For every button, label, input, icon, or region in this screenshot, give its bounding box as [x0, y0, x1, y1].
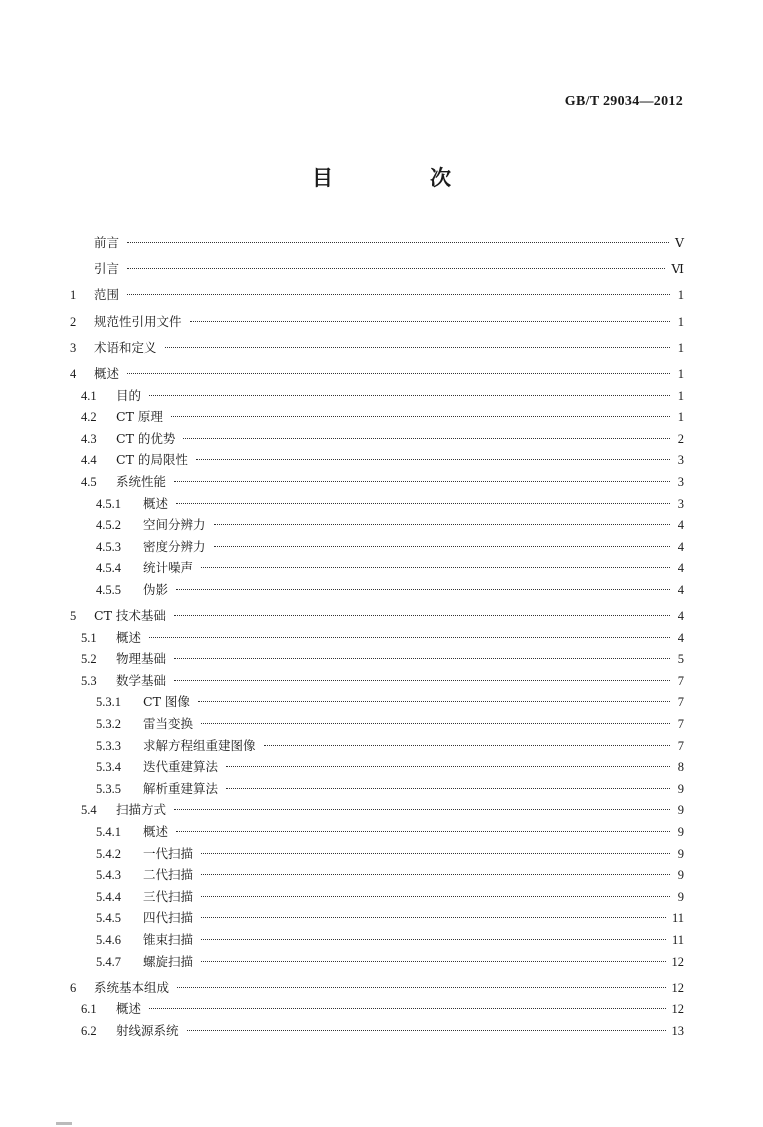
- toc-entry-title: 求解方程组重建图像: [143, 737, 256, 753]
- toc-entry-6-1[interactable]: [70, 998, 684, 1020]
- dot-leader: [201, 723, 670, 724]
- toc-entry-page: 13: [671, 1023, 684, 1038]
- toc-entry-title: 空间分辨力: [143, 517, 206, 533]
- toc-entry-title: 规范性引用文件: [94, 313, 182, 329]
- toc-entry-number: 4.5.2: [96, 518, 121, 533]
- toc-entry-5-3-4[interactable]: [70, 756, 684, 778]
- toc-entry-title: 一代扫描: [143, 845, 194, 861]
- toc-entry-6[interactable]: [70, 977, 684, 999]
- toc-entry-number: 5.3.2: [96, 717, 121, 732]
- dot-leader: [165, 347, 670, 348]
- toc-entry-page: 1: [677, 388, 684, 403]
- toc-entry-4-5-5[interactable]: [70, 579, 684, 601]
- toc-entry-number: 5.3.3: [96, 738, 121, 753]
- dot-leader: [176, 503, 670, 504]
- toc-entry-number: 4.5.3: [96, 539, 121, 554]
- toc-entry-title: 统计噪声: [143, 560, 194, 576]
- toc-entry-title: 目的: [116, 387, 142, 403]
- toc-entry-number: 4.3: [81, 431, 97, 446]
- toc-entry-title: 系统基本组成: [94, 979, 170, 995]
- dot-leader: [127, 242, 669, 243]
- dot-leader: [201, 939, 666, 940]
- toc-entry-page: 9: [677, 846, 684, 861]
- toc-entry-page: Ⅵ: [671, 262, 684, 277]
- toc-entry-number: 5.4.3: [96, 868, 121, 883]
- toc-entry-page: 2: [677, 431, 684, 446]
- toc-entry-number: 6.2: [81, 1023, 97, 1038]
- toc-entry-page: 4: [677, 539, 684, 554]
- toc-entry-page: 9: [677, 889, 684, 904]
- dot-leader: [196, 459, 670, 460]
- toc-entry-4-5-4[interactable]: [70, 557, 684, 579]
- dot-leader: [149, 637, 670, 638]
- toc-entry-title: 术语和定义: [94, 339, 157, 355]
- dot-leader: [201, 567, 670, 568]
- toc-entry-title: 锥束扫描: [143, 931, 194, 947]
- toc-entry-number: 4: [70, 366, 77, 381]
- toc-entry-page: 4: [677, 630, 684, 645]
- dot-leader: [176, 589, 670, 590]
- dot-leader: [226, 766, 670, 767]
- toc-entry-title: 概述: [116, 1001, 142, 1017]
- toc-entry-title: 引言: [94, 261, 120, 277]
- toc-entry-4-1[interactable]: [70, 385, 684, 407]
- toc-entry-title: CT 图像: [143, 694, 190, 710]
- dot-leader: [149, 1008, 665, 1009]
- toc-entry-page: 12: [671, 1002, 684, 1017]
- toc-entry-page: 7: [677, 695, 684, 710]
- toc-entry-page: 8: [677, 760, 684, 775]
- toc-entry-title: 螺旋扫描: [143, 953, 194, 969]
- toc-entry-5-3-3[interactable]: [70, 735, 684, 757]
- toc-entry-page: 5: [677, 652, 684, 667]
- toc-entry-5-4-7[interactable]: [70, 951, 684, 973]
- toc-entry-title: 概述: [143, 495, 169, 511]
- dot-leader: [264, 745, 670, 746]
- toc-entry-page: 7: [677, 738, 684, 753]
- toc-entry-page: 4: [677, 561, 684, 576]
- toc-entry-number: 5.3.1: [96, 695, 121, 710]
- toc-entry-5-3[interactable]: [70, 670, 684, 692]
- dot-leader: [127, 294, 670, 295]
- toc-entry-page: 9: [677, 803, 684, 818]
- toc-entry-4-5[interactable]: [70, 471, 684, 493]
- toc-entry-4[interactable]: [70, 363, 684, 385]
- toc-entry-5-4-2[interactable]: [70, 843, 684, 865]
- dot-leader: [176, 831, 670, 832]
- toc-entry-5-3-5[interactable]: [70, 778, 684, 800]
- toc-entry-title: 解析重建算法: [143, 780, 219, 796]
- toc-entry-title: 扫描方式: [116, 802, 167, 818]
- toc-entry-1[interactable]: [70, 284, 684, 306]
- dot-leader: [174, 481, 670, 482]
- toc-entry-5-3-2[interactable]: [70, 713, 684, 735]
- dot-leader: [201, 917, 666, 918]
- toc-entry-title: 迭代重建算法: [143, 759, 219, 775]
- dot-leader: [149, 395, 670, 396]
- toc-entry-5-2[interactable]: [70, 648, 684, 670]
- toc-entry-number: 4.1: [81, 388, 97, 403]
- dot-leader: [201, 853, 670, 854]
- toc-entry-page: 7: [677, 717, 684, 732]
- toc-entry-number: 3: [70, 340, 77, 355]
- toc-entry-title: 概述: [94, 365, 120, 381]
- toc-entry-preface[interactable]: [70, 232, 684, 254]
- toc-entry-page: 4: [677, 582, 684, 597]
- toc-entry-number: 5.4: [81, 803, 97, 818]
- toc-entry-number: 4.5: [81, 474, 97, 489]
- toc-entry-title: 前言: [94, 235, 120, 250]
- toc-entry-number: 5.4.5: [96, 911, 121, 926]
- toc-entry-number: 4.4: [81, 453, 97, 468]
- toc-entry-5-4-3[interactable]: [70, 864, 684, 886]
- toc-entry-4-5-2[interactable]: [70, 514, 684, 536]
- dot-leader: [174, 809, 670, 810]
- toc-entry-number: 5.3.5: [96, 781, 121, 796]
- dot-leader: [198, 701, 670, 702]
- toc-entry-number: 5.4.7: [96, 954, 121, 969]
- toc-entry-5[interactable]: [70, 605, 684, 627]
- dot-leader: [177, 987, 665, 988]
- toc-title: 目 次: [312, 166, 489, 190]
- toc-entry-number: 4.5.5: [96, 582, 121, 597]
- toc-entry-number: 5: [70, 609, 77, 624]
- toc-entry-number: 5.3.4: [96, 760, 121, 775]
- toc-entry-title: 系统性能: [116, 473, 167, 489]
- page-footer-mark: [56, 1122, 72, 1125]
- toc-entry-title: 物理基础: [116, 651, 167, 667]
- toc-entry-page: 12: [671, 954, 684, 969]
- dot-leader: [174, 658, 670, 659]
- toc-entry-title: CT 原理: [116, 409, 163, 425]
- dot-leader: [226, 788, 670, 789]
- toc-entry-page: 9: [677, 825, 684, 839]
- toc-entry-2[interactable]: [70, 311, 684, 333]
- toc-entry-number: 5.4.1: [96, 825, 121, 839]
- toc-entry-page: 4: [677, 518, 684, 533]
- toc-entry-title: 密度分辨力: [143, 538, 206, 554]
- dot-leader: [214, 524, 670, 525]
- toc-entry-4-5-1[interactable]: [70, 493, 684, 515]
- toc-entry-page: 4: [677, 609, 684, 624]
- dot-leader: [214, 546, 670, 547]
- toc-entry-page: 7: [677, 673, 684, 688]
- dot-leader: [171, 416, 670, 417]
- toc-entry-page: 3: [677, 453, 684, 468]
- toc-entry-5-4-5[interactable]: [70, 907, 684, 929]
- toc-entry-number: 6.1: [81, 1002, 97, 1017]
- toc-entry-number: 4.2: [81, 410, 97, 425]
- dot-leader: [174, 680, 670, 681]
- dot-leader: [201, 961, 665, 962]
- toc-entry-page: 3: [677, 496, 684, 511]
- toc-entry-page: 1: [677, 314, 684, 329]
- toc-entry-title: 概述: [143, 824, 169, 839]
- table-of-contents: [70, 232, 684, 1042]
- dot-leader: [190, 321, 670, 322]
- toc-entry-page: 9: [677, 868, 684, 883]
- standard-number: GB/T 29034—2012: [564, 94, 683, 109]
- toc-entry-number: 5.4.6: [96, 932, 121, 947]
- toc-entry-title: 射线源系统: [116, 1022, 179, 1038]
- toc-entry-number: 5.4.2: [96, 846, 121, 861]
- toc-entry-title: 二代扫描: [143, 867, 194, 883]
- dot-leader: [183, 438, 670, 439]
- toc-entry-number: 6: [70, 980, 77, 995]
- toc-entry-title: 数学基础: [116, 672, 167, 688]
- toc-entry-page: 1: [677, 366, 684, 381]
- toc-entry-page: 11: [671, 932, 684, 947]
- toc-entry-number: 2: [70, 314, 77, 329]
- toc-entry-4-2[interactable]: [70, 406, 684, 428]
- toc-entry-4-5-3[interactable]: [70, 536, 684, 558]
- toc-entry-title: 雷当变换: [143, 716, 194, 732]
- toc-entry-6-2[interactable]: [70, 1020, 684, 1042]
- dot-leader: [201, 874, 670, 875]
- toc-entry-number: 5.1: [81, 630, 97, 645]
- toc-entry-number: 5.4.4: [96, 889, 121, 904]
- toc-entry-page: 9: [677, 781, 684, 796]
- toc-entry-title: 范围: [94, 287, 120, 303]
- toc-entry-5-4-6[interactable]: [70, 929, 684, 951]
- toc-entry-introduction[interactable]: [70, 258, 684, 280]
- toc-entry-number: 5.3: [81, 673, 97, 688]
- toc-entry-5-1[interactable]: [70, 627, 684, 649]
- toc-entry-number: 4.5.4: [96, 561, 121, 576]
- toc-entry-page: 1: [677, 340, 684, 355]
- dot-leader: [127, 268, 665, 269]
- toc-entry-page: 1: [677, 410, 684, 425]
- toc-entry-number: 4.5.1: [96, 496, 121, 511]
- toc-entry-5-4-1[interactable]: [70, 821, 684, 843]
- toc-entry-5-4-4[interactable]: [70, 886, 684, 908]
- dot-leader: [127, 373, 670, 374]
- toc-entry-number: 1: [70, 288, 77, 303]
- toc-entry-page: 12: [671, 980, 684, 995]
- dot-leader: [174, 615, 670, 616]
- toc-entry-title: CT 的局限性: [116, 452, 188, 468]
- toc-entry-page: 1: [677, 288, 684, 303]
- toc-entry-title: 四代扫描: [143, 910, 194, 926]
- toc-entry-title: 概述: [116, 629, 142, 645]
- dot-leader: [187, 1030, 666, 1031]
- toc-entry-5-3-1[interactable]: [70, 691, 684, 713]
- toc-entry-5-4[interactable]: [70, 799, 684, 821]
- toc-entry-title: 三代扫描: [143, 888, 194, 904]
- toc-entry-page: 3: [677, 474, 684, 489]
- toc-entry-4-3[interactable]: [70, 428, 684, 450]
- toc-entry-title: CT 技术基础: [94, 608, 166, 624]
- toc-entry-title: 伪影: [143, 581, 169, 597]
- dot-leader: [201, 896, 670, 897]
- toc-entry-number: 5.2: [81, 652, 97, 667]
- toc-entry-page: 11: [671, 911, 684, 926]
- toc-entry-3[interactable]: [70, 337, 684, 359]
- toc-entry-4-4[interactable]: [70, 449, 684, 471]
- toc-entry-page: Ⅴ: [674, 236, 684, 250]
- toc-entry-title: CT 的优势: [116, 430, 176, 446]
